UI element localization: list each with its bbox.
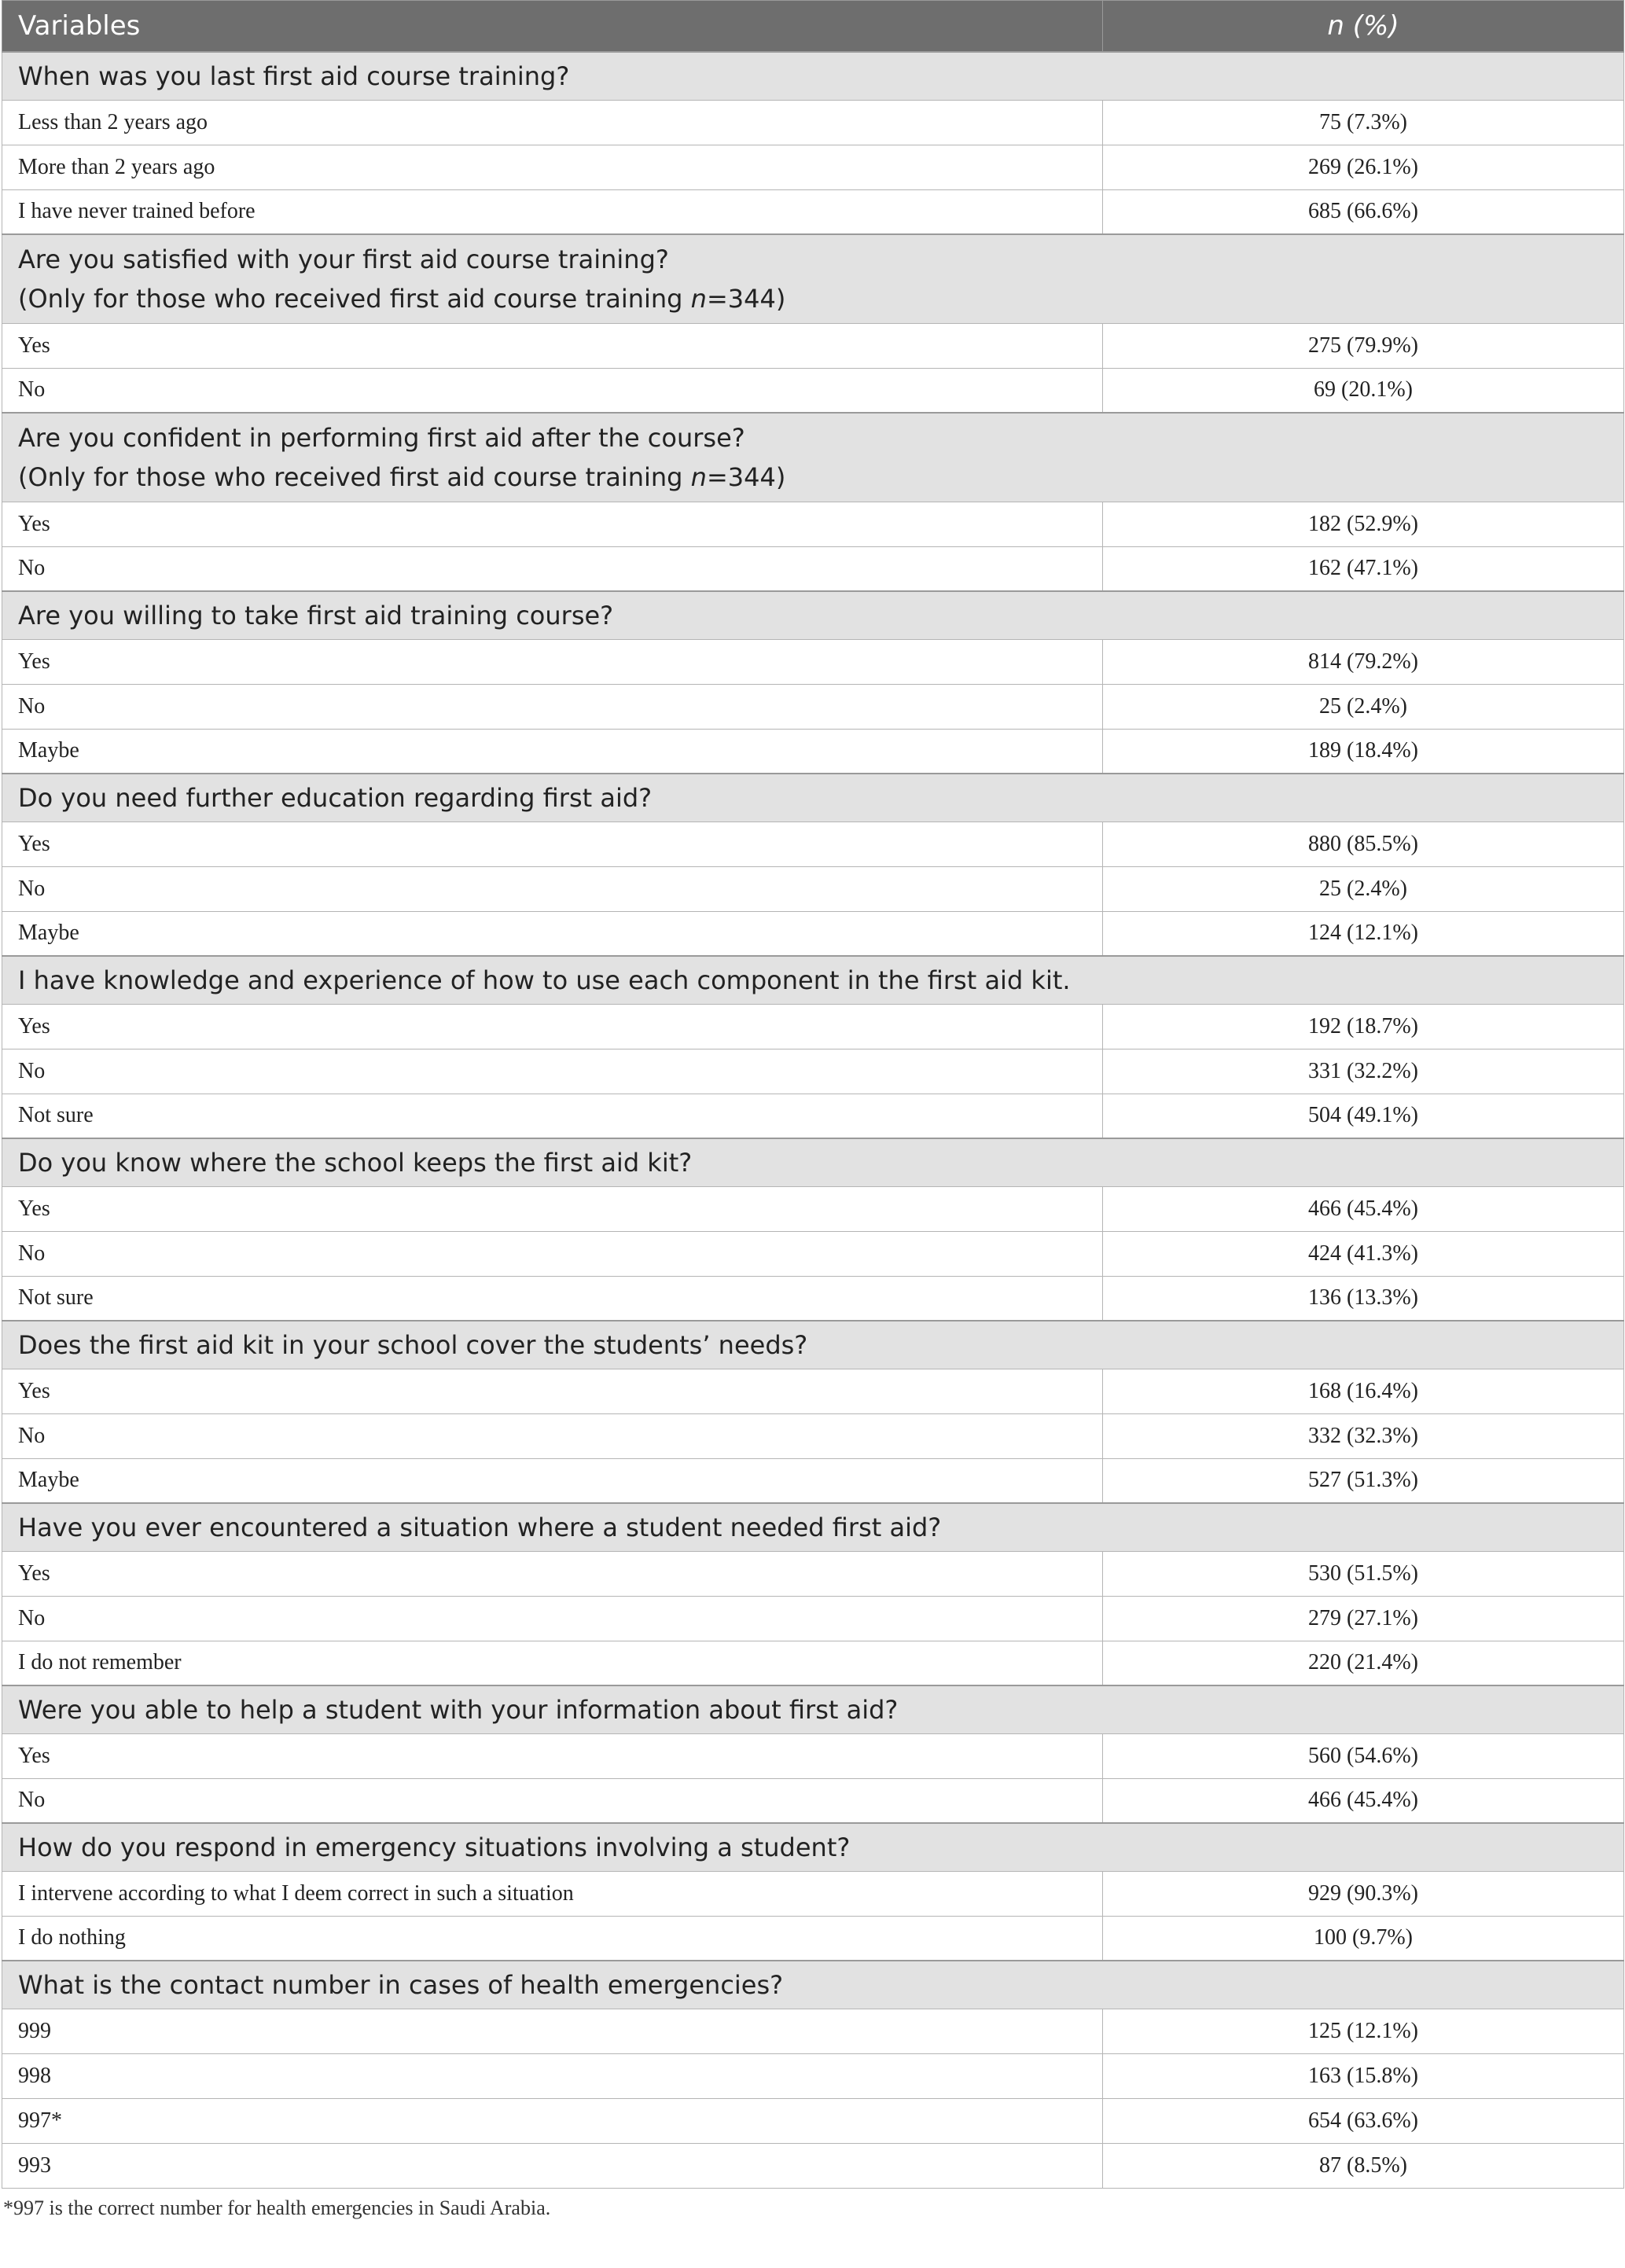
response-cell: Maybe bbox=[2, 911, 1103, 956]
question-cell bbox=[2, 774, 1624, 822]
response-cell: No bbox=[2, 1049, 1103, 1094]
count-cell: 332 (32.3%) bbox=[1103, 1413, 1624, 1458]
response-cell: Yes bbox=[2, 1369, 1103, 1413]
response-cell: More than 2 years ago bbox=[2, 145, 1103, 189]
question-text: What is the contact number in cases of health emergencies? bbox=[18, 1969, 784, 2000]
table-row bbox=[2, 911, 1624, 956]
table-row bbox=[2, 1596, 1624, 1641]
response-cell: No bbox=[2, 368, 1103, 413]
results-table bbox=[2, 0, 1624, 2189]
count-cell: 530 (51.5%) bbox=[1103, 1551, 1624, 1596]
count-cell: 424 (41.3%) bbox=[1103, 1231, 1624, 1276]
section-header-row bbox=[2, 1823, 1624, 1871]
response-cell: 997* bbox=[2, 2098, 1103, 2143]
table-row bbox=[2, 145, 1624, 189]
question-text: Do you know where the school keeps the first aid kit? bbox=[18, 1147, 693, 1178]
count-cell: 275 (79.9%) bbox=[1103, 323, 1624, 368]
count-cell: 124 (12.1%) bbox=[1103, 911, 1624, 956]
response-cell: No bbox=[2, 1231, 1103, 1276]
response-cell: Yes bbox=[2, 323, 1103, 368]
count-cell: 125 (12.1%) bbox=[1103, 2009, 1624, 2053]
response-cell: Yes bbox=[2, 1733, 1103, 1778]
question-subtext: (Only for those who received first aid course training n=344) bbox=[18, 283, 786, 314]
table-row bbox=[2, 1186, 1624, 1231]
count-cell: 685 (66.6%) bbox=[1103, 189, 1624, 234]
count-cell: 87 (8.5%) bbox=[1103, 2143, 1624, 2188]
section-header-row bbox=[2, 1138, 1624, 1186]
question-cell bbox=[2, 591, 1624, 639]
count-cell: 560 (54.6%) bbox=[1103, 1733, 1624, 1778]
question-cell bbox=[2, 413, 1624, 502]
table-row bbox=[2, 100, 1624, 145]
response-cell: No bbox=[2, 1596, 1103, 1641]
count-cell: 162 (47.1%) bbox=[1103, 546, 1624, 591]
response-cell: Not sure bbox=[2, 1276, 1103, 1321]
response-cell: Yes bbox=[2, 1551, 1103, 1596]
header-row bbox=[2, 1, 1624, 53]
question-cell bbox=[2, 1138, 1624, 1186]
question-text: When was you last first aid course training? bbox=[18, 61, 570, 91]
table-row bbox=[2, 2009, 1624, 2053]
response-cell: Yes bbox=[2, 1004, 1103, 1049]
response-cell: No bbox=[2, 1778, 1103, 1823]
section-header-row bbox=[2, 234, 1624, 323]
count-cell: 279 (27.1%) bbox=[1103, 1596, 1624, 1641]
count-cell: 269 (26.1%) bbox=[1103, 145, 1624, 189]
question-cell bbox=[2, 1823, 1624, 1871]
table-row bbox=[2, 368, 1624, 413]
table-row bbox=[2, 684, 1624, 729]
question-text: Are you confident in performing first aid after the course? bbox=[18, 422, 745, 453]
response-cell: No bbox=[2, 684, 1103, 729]
response-cell: No bbox=[2, 546, 1103, 591]
response-cell: I have never trained before bbox=[2, 189, 1103, 234]
table-row bbox=[2, 1551, 1624, 1596]
question-cell bbox=[2, 52, 1624, 100]
table-row bbox=[2, 1413, 1624, 1458]
count-cell: 189 (18.4%) bbox=[1103, 729, 1624, 774]
question-text: Does the first aid kit in your school cover the students’ needs? bbox=[18, 1329, 808, 1360]
table-row bbox=[2, 1094, 1624, 1138]
count-cell: 466 (45.4%) bbox=[1103, 1778, 1624, 1823]
count-cell: 331 (32.2%) bbox=[1103, 1049, 1624, 1094]
table-row bbox=[2, 822, 1624, 866]
response-cell: 993 bbox=[2, 2143, 1103, 2188]
response-cell: No bbox=[2, 1413, 1103, 1458]
section-header-row bbox=[2, 413, 1624, 502]
question-text: Are you satisfied with your first aid course training? bbox=[18, 244, 669, 274]
response-cell: I do not remember bbox=[2, 1641, 1103, 1685]
response-cell: Yes bbox=[2, 502, 1103, 546]
question-cell bbox=[2, 1685, 1624, 1733]
response-cell: Yes bbox=[2, 639, 1103, 684]
section-header-row bbox=[2, 1961, 1624, 2009]
table-row bbox=[2, 1369, 1624, 1413]
section-header-row bbox=[2, 52, 1624, 100]
question-text: Were you able to help a student with your information about first aid? bbox=[18, 1694, 899, 1725]
question-text: How do you respond in emergency situations involving a student? bbox=[18, 1832, 851, 1862]
section-header-row bbox=[2, 774, 1624, 822]
n-percent-header: n (%) bbox=[1103, 1, 1624, 53]
count-cell: 192 (18.7%) bbox=[1103, 1004, 1624, 1049]
question-text: I have knowledge and experience of how to use each component in the first aid kit. bbox=[18, 965, 1071, 995]
count-cell: 100 (9.7%) bbox=[1103, 1916, 1624, 1961]
table-row bbox=[2, 1231, 1624, 1276]
response-cell: Yes bbox=[2, 822, 1103, 866]
response-cell: Maybe bbox=[2, 729, 1103, 774]
table-container bbox=[2, 0, 1623, 2220]
table-row bbox=[2, 323, 1624, 368]
response-cell: No bbox=[2, 866, 1103, 911]
table-row bbox=[2, 546, 1624, 591]
variables-header: Variables bbox=[2, 1, 1103, 53]
response-cell: I do nothing bbox=[2, 1916, 1103, 1961]
response-cell: I intervene according to what I deem correct in such a situation bbox=[2, 1871, 1103, 1916]
table-row bbox=[2, 2143, 1624, 2188]
count-cell: 25 (2.4%) bbox=[1103, 684, 1624, 729]
table-row bbox=[2, 1004, 1624, 1049]
table-row bbox=[2, 189, 1624, 234]
table-row bbox=[2, 1733, 1624, 1778]
count-cell: 504 (49.1%) bbox=[1103, 1094, 1624, 1138]
table-row bbox=[2, 1916, 1624, 1961]
question-subtext: (Only for those who received first aid course training n=344) bbox=[18, 461, 786, 492]
count-cell: 654 (63.6%) bbox=[1103, 2098, 1624, 2143]
count-cell: 163 (15.8%) bbox=[1103, 2053, 1624, 2098]
question-cell bbox=[2, 1321, 1624, 1369]
count-cell: 814 (79.2%) bbox=[1103, 639, 1624, 684]
section-header-row bbox=[2, 1685, 1624, 1733]
count-cell: 69 (20.1%) bbox=[1103, 368, 1624, 413]
table-row bbox=[2, 2053, 1624, 2098]
table-row bbox=[2, 502, 1624, 546]
table-body bbox=[2, 52, 1624, 2188]
count-cell: 136 (13.3%) bbox=[1103, 1276, 1624, 1321]
section-header-row bbox=[2, 1503, 1624, 1551]
section-header-row bbox=[2, 956, 1624, 1004]
question-cell bbox=[2, 956, 1624, 1004]
count-cell: 220 (21.4%) bbox=[1103, 1641, 1624, 1685]
count-cell: 466 (45.4%) bbox=[1103, 1186, 1624, 1231]
question-text: Have you ever encountered a situation where a student needed first aid? bbox=[18, 1512, 942, 1542]
count-cell: 929 (90.3%) bbox=[1103, 1871, 1624, 1916]
table-row bbox=[2, 1276, 1624, 1321]
response-cell: Maybe bbox=[2, 1458, 1103, 1503]
response-cell: 998 bbox=[2, 2053, 1103, 2098]
question-text: Do you need further education regarding first aid? bbox=[18, 782, 653, 813]
response-cell: Not sure bbox=[2, 1094, 1103, 1138]
table-row bbox=[2, 639, 1624, 684]
response-cell: Yes bbox=[2, 1186, 1103, 1231]
question-cell bbox=[2, 1503, 1624, 1551]
table-row bbox=[2, 1641, 1624, 1685]
question-text: Are you willing to take first aid training course? bbox=[18, 600, 614, 630]
response-cell: 999 bbox=[2, 2009, 1103, 2053]
section-header-row bbox=[2, 591, 1624, 639]
table-row bbox=[2, 1458, 1624, 1503]
count-cell: 880 (85.5%) bbox=[1103, 822, 1624, 866]
footnote: *997 is the correct number for health emergencies in Saudi Arabia. bbox=[3, 2196, 551, 2219]
count-cell: 182 (52.9%) bbox=[1103, 502, 1624, 546]
response-cell: Less than 2 years ago bbox=[2, 100, 1103, 145]
count-cell: 25 (2.4%) bbox=[1103, 866, 1624, 911]
count-cell: 527 (51.3%) bbox=[1103, 1458, 1624, 1503]
question-cell bbox=[2, 1961, 1624, 2009]
count-cell: 168 (16.4%) bbox=[1103, 1369, 1624, 1413]
count-cell: 75 (7.3%) bbox=[1103, 100, 1624, 145]
table-row bbox=[2, 1049, 1624, 1094]
table-row bbox=[2, 2098, 1624, 2143]
section-header-row bbox=[2, 1321, 1624, 1369]
table-row bbox=[2, 1871, 1624, 1916]
table-row bbox=[2, 729, 1624, 774]
question-cell bbox=[2, 234, 1624, 323]
table-row bbox=[2, 1778, 1624, 1823]
table-row bbox=[2, 866, 1624, 911]
